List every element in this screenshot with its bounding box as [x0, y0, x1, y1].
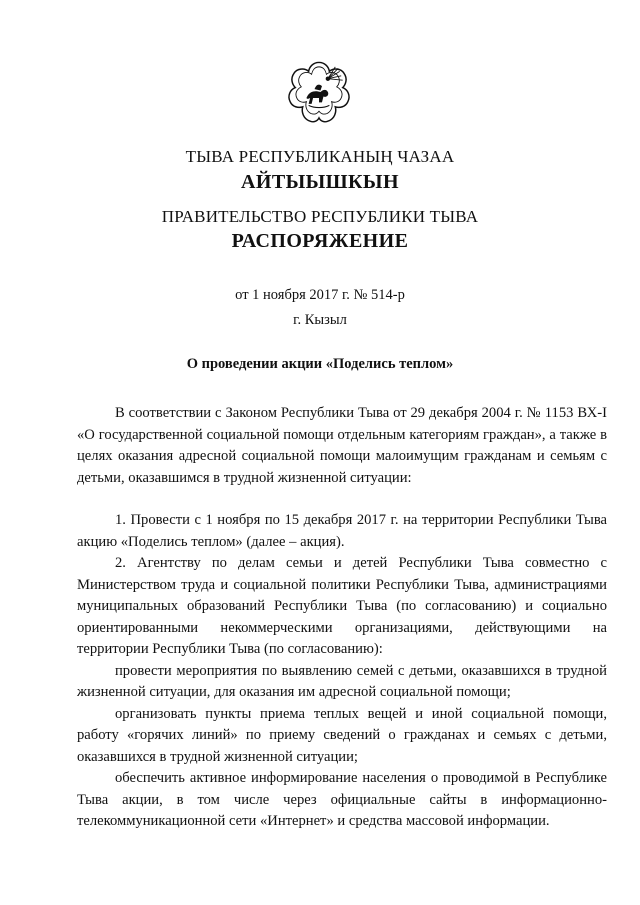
document-body — [77, 403, 607, 833]
body-paragraph: обеспечить активное информирование населения о проводимой в Республике Тыва акции, в том числе через официальные сайты в информационно-телекоммуникационной сети «Интернет» и средства массовой информации. — [77, 770, 607, 829]
body-paragraph: 1. Провести с 1 ноября по 15 декабря 2017 г. на территории Республики Тыва акцию «Поделись теплом» (далее – акция). — [77, 512, 607, 550]
date-number: от 1 ноября 2017 г. № 514-р — [235, 287, 405, 303]
document-title: О проведении акции «Поделись теплом» — [186, 356, 454, 372]
preamble-paragraph: В соответствии с Законом Республики Тыва от 29 декабря 2004 г. № 1153 ВХ-I «О государственной социальной помощи отдельным категориям граждан», а также в целях оказания адресной социальной помощи малоимущим гражданам и семьям с детьми, оказавшимся в трудной жизненной ситуации: — [77, 405, 607, 486]
org-name-russian: ПРАВИТЕЛЬСТВО РЕСПУБЛИКИ ТЫВА — [161, 207, 479, 226]
doc-type-russian: РАСПОРЯЖЕНИЕ — [231, 230, 409, 252]
org-name-tuvan: ТЫВА РЕСПУБЛИКАНЫҢ ЧАЗАА — [185, 147, 455, 166]
doc-type-tuvan: АЙТЫЫШКЫН — [241, 171, 399, 193]
body-paragraph: 2. Агентству по делам семьи и детей Республики Тыва совместно с Министерством труда и социальной политики Республики Тыва, администрациями муниципальных образований Республики Тыва (по согласованию) и социально ориентированными некоммерческими организациями, действующими на территории Республики Тыва (по согласованию): — [77, 555, 607, 657]
body-paragraph: провести мероприятия по выявлению семей с детьми, оказавшихся в трудной жизненной ситуации, для оказания им адресной социальной помощи; — [77, 662, 607, 700]
tuva-coat-of-arms-icon — [282, 58, 356, 132]
body-paragraph: организовать пункты приема теплых вещей и иной социальной помощи, работу «горячих линий» по приему сведений о гражданах и семьях с детьми, оказавшихся в трудной жизненной ситуации; — [77, 705, 607, 765]
city: г. Кызыл — [293, 312, 347, 328]
